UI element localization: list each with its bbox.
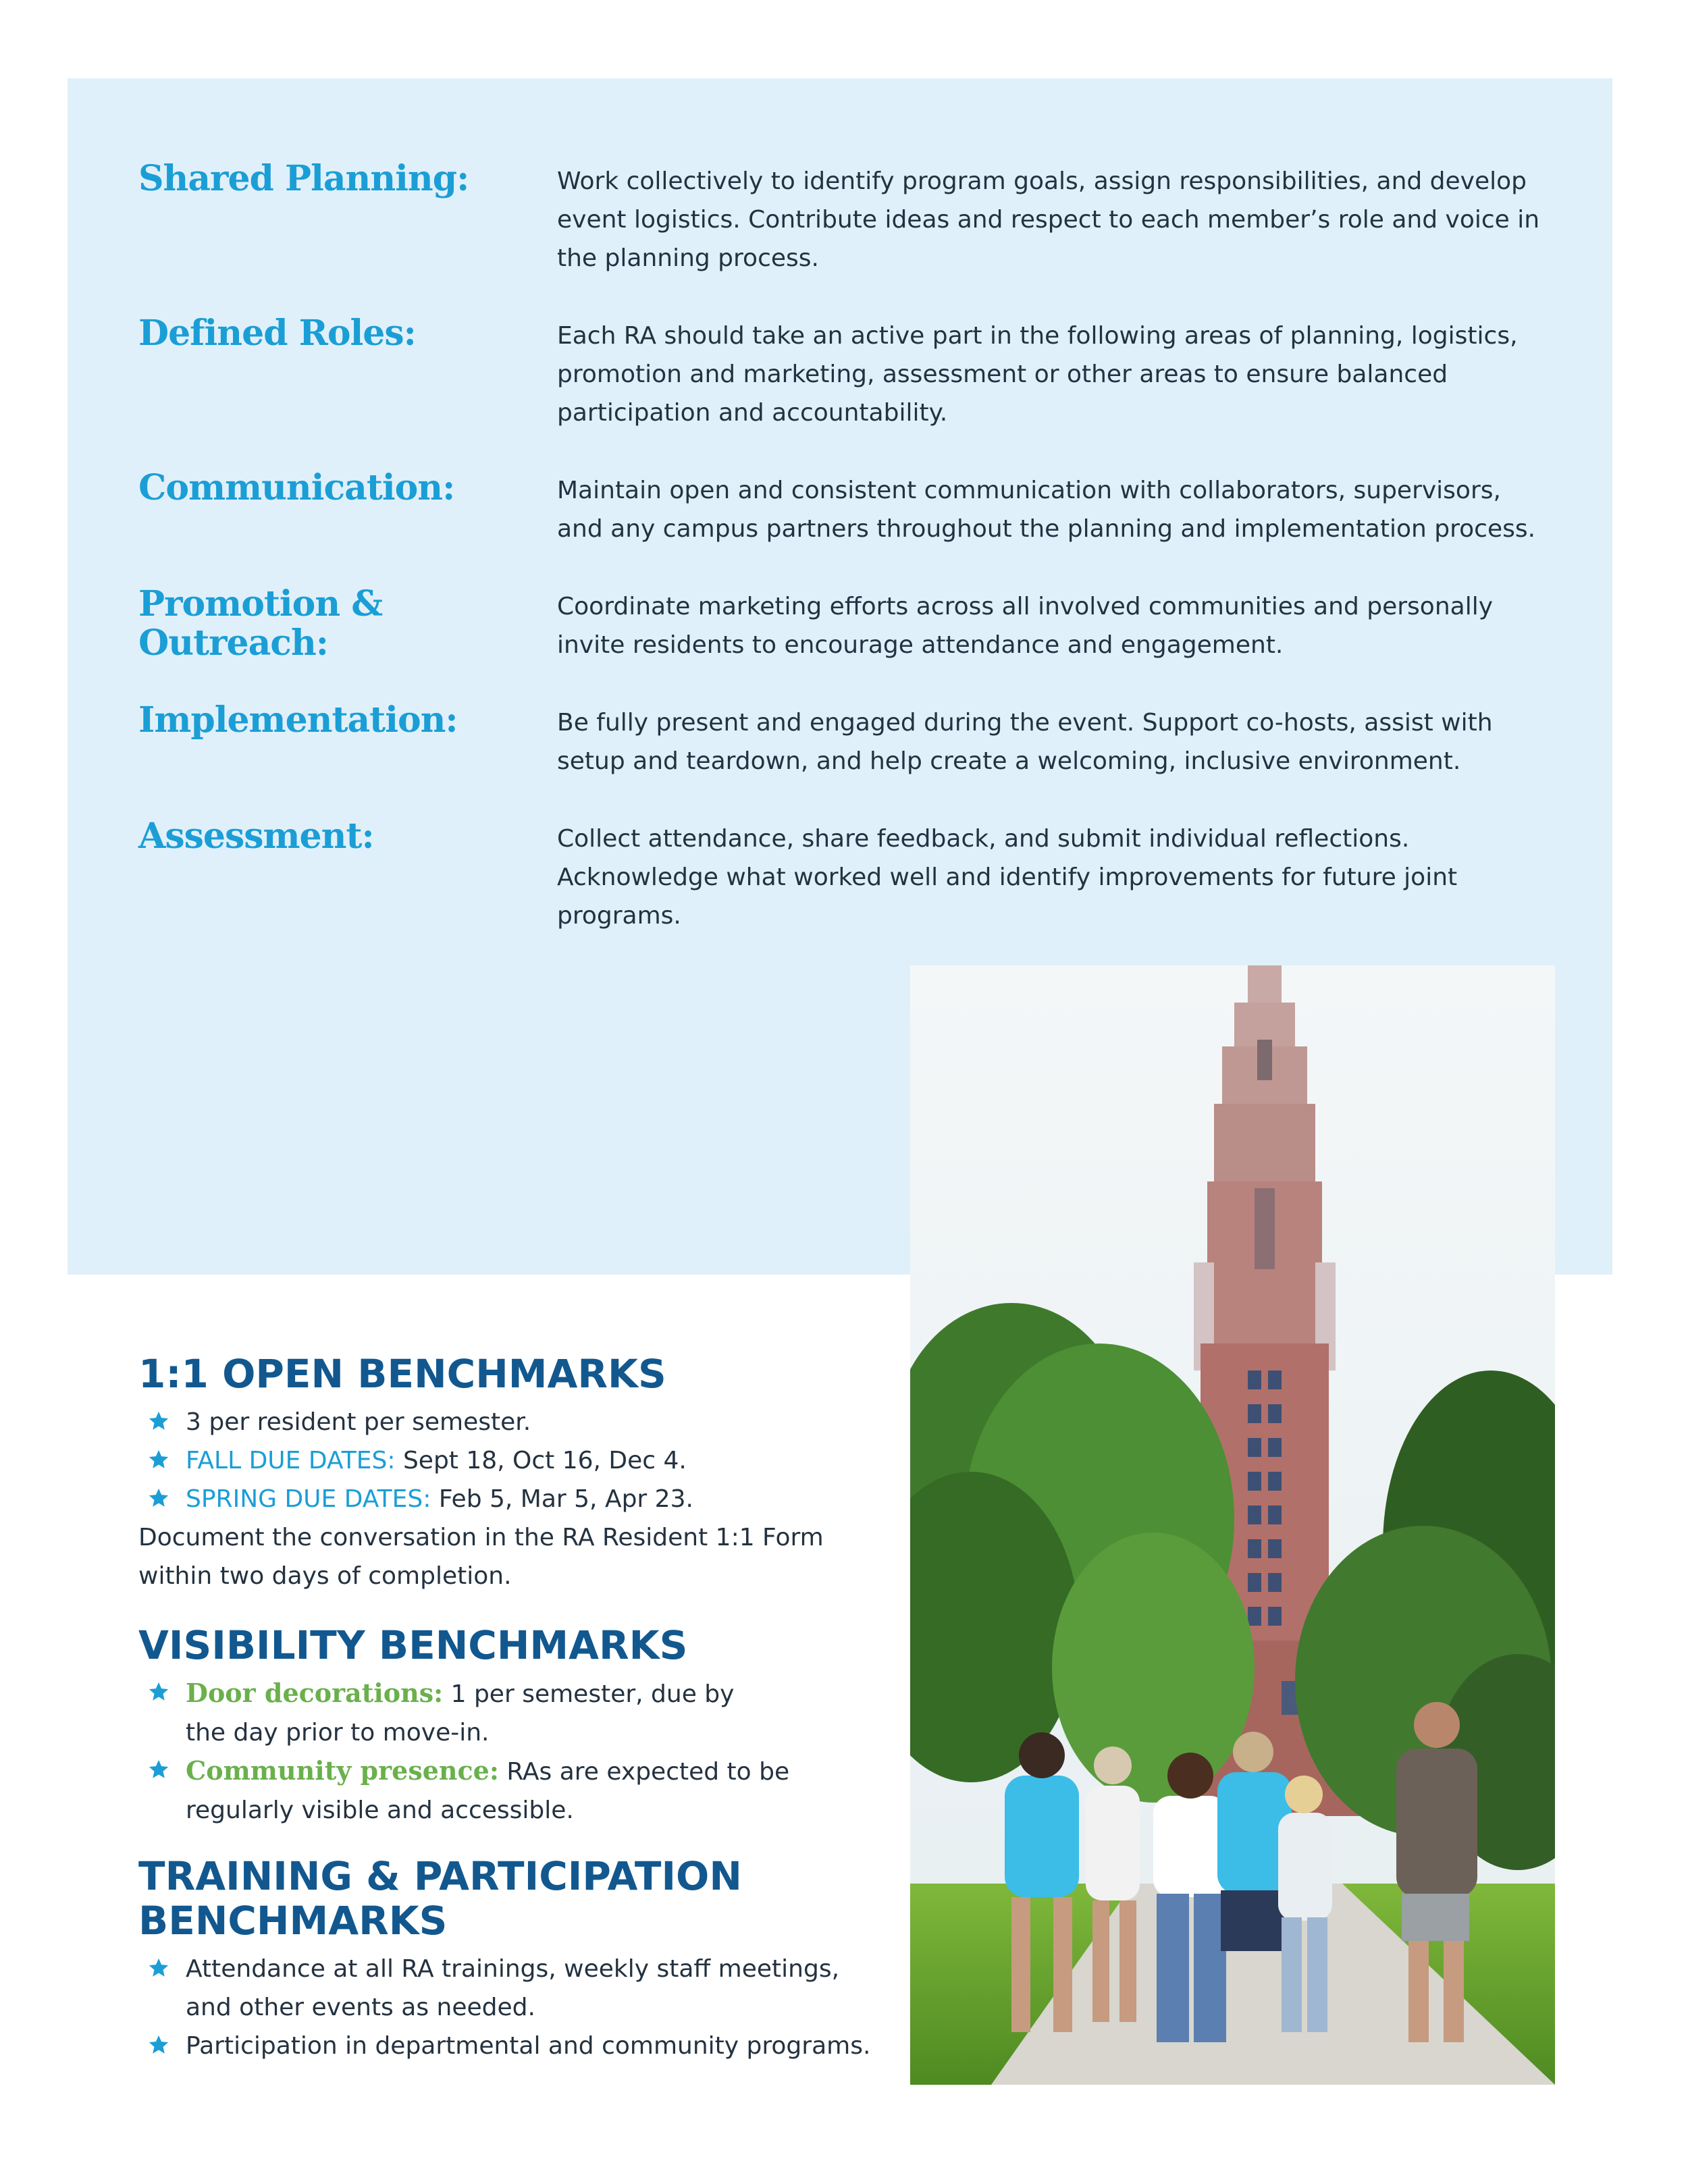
- star-bullet-icon: [147, 1956, 170, 1979]
- visibility-benchmarks-heading: VISIBILITY BENCHMARKS: [138, 1622, 688, 1668]
- list-item: [147, 1480, 856, 1518]
- star-bullet-icon: [147, 2033, 170, 2056]
- list-item-text: Attendance at all RA trainings, weekly staff meetings, and other events as needed.: [186, 1955, 840, 2021]
- role-term: Defined Roles:: [138, 313, 416, 354]
- star-bullet-icon: [147, 1758, 170, 1781]
- campus-tower-photo: [910, 965, 1555, 2085]
- role-term: Communication:: [138, 467, 455, 508]
- star-bullet-icon: [147, 1410, 170, 1433]
- list-item: [147, 1441, 856, 1480]
- list-item-text: Participation in departmental and community programs.: [186, 2032, 871, 2060]
- spring-due-label: SPRING DUE DATES:: [186, 1485, 431, 1513]
- list-item: [147, 1950, 856, 2027]
- open-benchmarks-heading: 1:1 OPEN BENCHMARKS: [138, 1351, 666, 1397]
- list-item-text: [186, 1751, 793, 1830]
- community-presence-text: RAs are expected to be regularly visible and accessible.: [186, 1758, 790, 1824]
- open-benchmarks-note: Document the conversation in the RA Resident 1:1 Form within two days of completion.: [138, 1524, 824, 1590]
- list-item-text: [186, 1480, 861, 1518]
- role-term: Implementation:: [138, 699, 458, 741]
- star-bullet-icon: [147, 1448, 170, 1471]
- spring-due-dates: Feb 5, Mar 5, Apr 23.: [438, 1485, 693, 1513]
- list-item: [147, 1751, 856, 1828]
- door-decorations-text: 1 per semester, due by the day prior to move-in.: [186, 1680, 735, 1747]
- role-description: Coordinate marketing efforts across all involved communities and personally invite residents to encourage attendance and engagement.: [557, 593, 1493, 659]
- training-benchmarks-heading: TRAINING & PARTICIPATION BENCHMARKS: [138, 1853, 742, 1944]
- tower-illustration: [910, 965, 1555, 2085]
- list-item-text: 3 per resident per semester.: [186, 1408, 531, 1436]
- list-item: [147, 1403, 856, 1441]
- star-bullet-icon: [147, 1487, 170, 1510]
- role-term: Shared Planning:: [138, 158, 469, 199]
- role-description: Each RA should take an active part in the following areas of planning, logistics, promotion and marketing, assessment or other areas to ensure balanced participation and accountability.: [557, 322, 1518, 427]
- list-item-text: [186, 1441, 861, 1480]
- list-item-text: [186, 1674, 760, 1752]
- fall-due-dates: Sept 18, Oct 16, Dec 4.: [402, 1447, 687, 1474]
- role-term: Assessment:: [138, 816, 374, 857]
- list-item: [147, 1674, 856, 1751]
- role-description: Work collectively to identify program goals, assign responsibilities, and develop event logistics. Contribute ideas and respect to each member’s role and voice in the planning process.: [557, 167, 1540, 272]
- fall-due-label: FALL DUE DATES:: [186, 1447, 396, 1474]
- door-decorations-label: Door decorations:: [186, 1678, 444, 1708]
- role-description: Be fully present and engaged during the event. Support co-hosts, assist with setup and teardown, and help create a welcoming, inclusive environment.: [557, 709, 1493, 775]
- star-bullet-icon: [147, 1680, 170, 1703]
- role-description: Collect attendance, share feedback, and submit individual reflections. Acknowledge what worked well and identify improvements for future joint programs.: [557, 825, 1458, 930]
- role-description: Maintain open and consistent communication with collaborators, supervisors, and any campus partners throughout the planning and implementation process.: [557, 477, 1536, 543]
- community-presence-label: Community presence:: [186, 1755, 499, 1786]
- list-item: [147, 2027, 871, 2065]
- role-term: Promotion & Outreach:: [138, 583, 383, 664]
